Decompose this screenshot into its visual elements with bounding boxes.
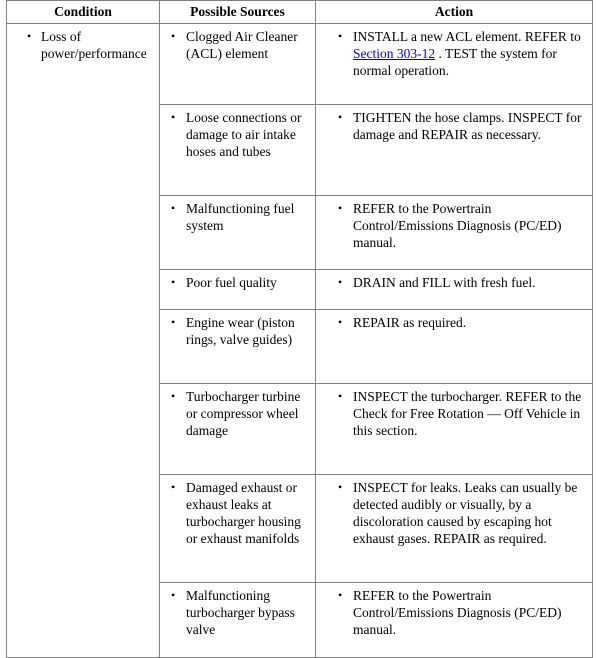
action-text: REFER to the Powertrain Control/Emissions Diagnosis (PC/ED) manual. [353, 201, 562, 250]
action-item [316, 479, 592, 547]
action-cell [316, 475, 593, 583]
bullet-icon: • [338, 389, 343, 403]
action-text-end: . TEST the system for normal operation. [353, 46, 557, 78]
source-text: Turbocharger turbine or compressor wheel damage [186, 389, 301, 438]
source-item [160, 388, 315, 439]
bullet-icon: • [338, 480, 343, 494]
action-text: DRAIN and FILL with fresh fuel. [353, 275, 536, 290]
action-cell [316, 583, 593, 658]
action-item [316, 274, 592, 291]
source-text: Poor fuel quality [186, 275, 277, 290]
bullet-icon: • [338, 275, 343, 289]
action-text: INSPECT the turbocharger. REFER to the Check for Free Rotation — Off Vehicle in this section. [353, 389, 582, 438]
header-condition: Condition [7, 1, 160, 24]
source-item [160, 28, 315, 62]
action-text-start: INSTALL a new ACL element. REFER to [353, 29, 581, 44]
action-item [316, 388, 592, 439]
action-item [316, 28, 592, 79]
bullet-icon: • [171, 389, 176, 403]
action-cell [316, 270, 593, 310]
bullet-icon: • [171, 480, 176, 494]
source-item [160, 314, 315, 348]
section-303-12-link[interactable]: Section 303-12 [353, 46, 436, 61]
condition-text: Loss of power/performance [41, 29, 147, 61]
action-text: REFER to the Powertrain Control/Emissions Diagnosis (PC/ED) manual. [353, 588, 562, 637]
bullet-icon: • [171, 110, 176, 124]
action-item [316, 587, 592, 638]
bullet-icon: • [171, 588, 176, 602]
table-header-row [7, 1, 593, 24]
action-item [316, 200, 592, 251]
symptom-chart-table [6, 0, 593, 658]
source-cell [160, 384, 316, 475]
source-item [160, 479, 315, 547]
source-cell [160, 24, 316, 105]
bullet-icon: • [338, 29, 343, 43]
source-cell [160, 583, 316, 658]
action-item [316, 314, 592, 331]
table-row [7, 24, 593, 105]
bullet-icon: • [27, 29, 32, 43]
source-text: Malfunctioning turbocharger bypass valve [186, 588, 295, 637]
source-text: Damaged exhaust or exhaust leaks at turbocharger housing or exhaust manifolds [186, 480, 301, 546]
bullet-icon: • [171, 29, 176, 43]
source-text: Loose connections or damage to air intake hoses and tubes [186, 110, 302, 159]
source-item [160, 200, 315, 234]
bullet-icon: • [171, 315, 176, 329]
source-cell [160, 196, 316, 270]
action-text: REPAIR as required. [353, 315, 467, 330]
action-cell [316, 384, 593, 475]
source-cell [160, 475, 316, 583]
action-cell [316, 310, 593, 384]
source-text: Clogged Air Cleaner (ACL) element [186, 29, 298, 61]
action-text: INSPECT for leaks. Leaks can usually be detected audibly or visually, by a discoloration caused by escaping hot exhaust gases. REPAIR as required. [353, 480, 578, 546]
action-item [316, 109, 592, 143]
bullet-icon: • [338, 588, 343, 602]
bullet-icon: • [171, 201, 176, 215]
header-action: Action [316, 1, 593, 24]
source-text: Engine wear (piston rings, valve guides) [186, 315, 295, 347]
source-item [160, 109, 315, 160]
source-item [160, 274, 315, 291]
source-cell [160, 105, 316, 196]
source-text: Malfunctioning fuel system [186, 201, 295, 233]
source-cell [160, 270, 316, 310]
source-cell [160, 310, 316, 384]
condition-cell [7, 24, 160, 658]
bullet-icon: • [338, 315, 343, 329]
action-cell [316, 196, 593, 270]
bullet-icon: • [338, 201, 343, 215]
diagnosis-table-wrapper [6, 0, 592, 637]
action-cell [316, 105, 593, 196]
bullet-icon: • [171, 275, 176, 289]
source-item [160, 587, 315, 638]
header-possible-sources: Possible Sources [160, 1, 316, 24]
bullet-icon: • [338, 110, 343, 124]
condition-item [7, 28, 159, 62]
action-text: TIGHTEN the hose clamps. INSPECT for damage and REPAIR as necessary. [353, 110, 582, 142]
action-cell [316, 24, 593, 105]
